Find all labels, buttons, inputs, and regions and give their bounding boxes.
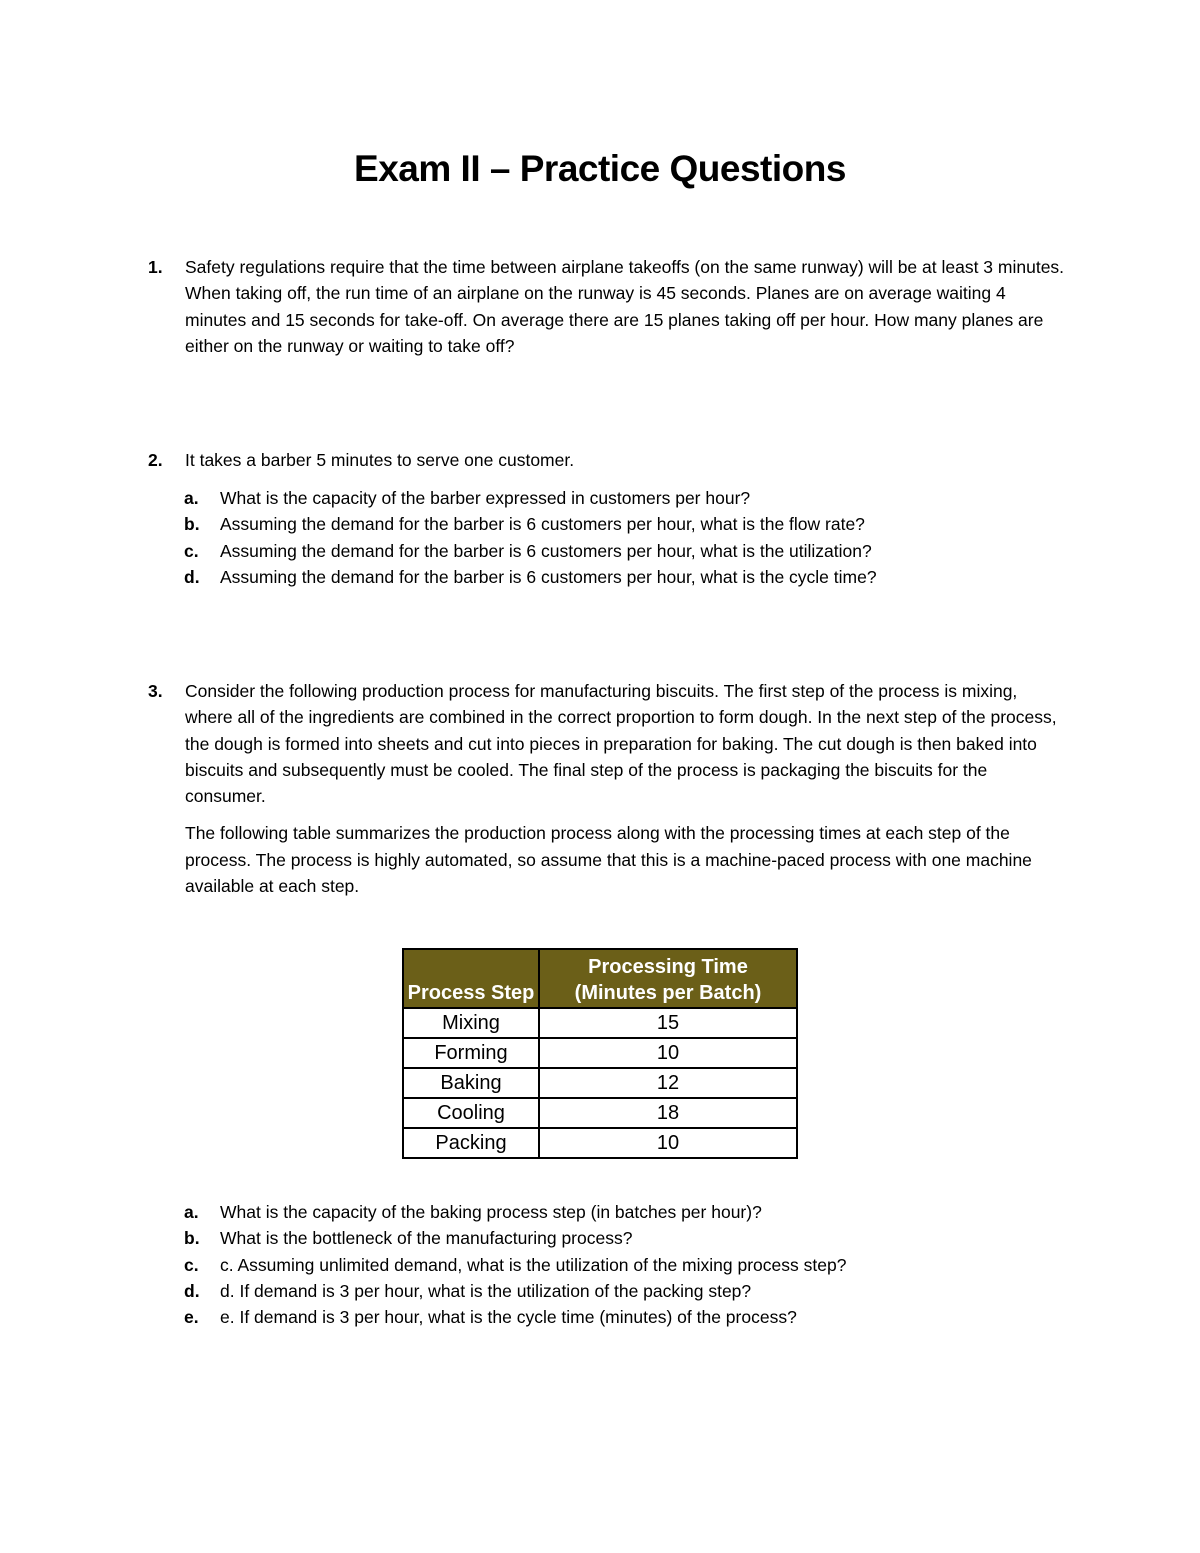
sub-letter: a.	[184, 1202, 199, 1222]
cell-step: Forming	[403, 1038, 539, 1068]
table-row	[403, 1098, 797, 1128]
sub-letter: a.	[184, 488, 199, 508]
list-item	[184, 1278, 1084, 1304]
table-row	[403, 1128, 797, 1158]
sub-text: d. If demand is 3 per hour, what is the utilization of the packing step?	[220, 1280, 752, 1301]
cell-step: Packing	[403, 1128, 539, 1158]
table-header-row	[403, 949, 797, 1008]
question-number: 2.	[148, 450, 163, 470]
sub-letter: b.	[184, 514, 200, 535]
table-row	[403, 1068, 797, 1098]
list-item	[184, 1225, 1084, 1251]
question-2-subquestions	[184, 485, 1084, 590]
cell-step: Mixing	[403, 1008, 539, 1038]
sub-letter: b.	[184, 1228, 200, 1249]
sub-letter: e.	[184, 1307, 199, 1328]
cell-time: 12	[539, 1068, 797, 1098]
sub-text: Assuming the demand for the barber is 6 customers per hour, what is the flow rate?	[220, 514, 865, 535]
sub-letter: d.	[184, 566, 200, 587]
sub-letter: c.	[184, 1254, 199, 1275]
sub-text: Assuming the demand for the barber is 6 customers per hour, what is the utilization?	[220, 540, 872, 561]
cell-time: 18	[539, 1098, 797, 1128]
sub-letter: c.	[184, 540, 199, 561]
cell-time: 15	[539, 1008, 797, 1038]
cell-time: 10	[539, 1038, 797, 1068]
list-item	[184, 511, 1084, 537]
table-row	[403, 1008, 797, 1038]
sub-text: Assuming the demand for the barber is 6 customers per hour, what is the cycle time?	[220, 566, 877, 587]
sub-letter: d.	[184, 1280, 200, 1301]
question-1	[148, 254, 1068, 359]
list-item	[184, 564, 1084, 590]
cell-step: Baking	[403, 1068, 539, 1098]
list-item	[184, 485, 1084, 511]
header-processing-time	[539, 949, 797, 1008]
table-row	[403, 1038, 797, 1068]
sub-text: What is the capacity of the baking process step (in batches per hour)?	[220, 1202, 762, 1222]
header-time-line2: (Minutes per Batch)	[574, 982, 762, 1004]
question-text: Safety regulations require that the time between airplane takeoffs (on the same runway) will be at least 3 minutes. When taking off, the run time of an airplane on the runway is 45 seconds. Planes are on average waiting 4 minutes and 15 seconds for take-off. On average there are 15 planes taking off per hour. How many planes are either on the runway or waiting to take off?	[185, 257, 1065, 356]
list-item	[184, 1199, 1084, 1225]
question-3	[148, 678, 1068, 899]
question-number: 3.	[148, 681, 163, 701]
process-table	[402, 948, 798, 1159]
header-time-line1: Processing Time	[588, 956, 748, 978]
question-text: Consider the following production process for manufacturing biscuits. The first step of the process is mixing, where all of the ingredients are combined in the correct proportion to form dough. In the next step of the process, the dough is formed into sheets and cut into pieces in preparation for baking. The cut dough is then baked into biscuits and subsequently must be cooled. The final step of the process is packaging the biscuits for the consumer.	[185, 681, 1057, 807]
cell-time: 10	[539, 1128, 797, 1158]
question-number: 1.	[148, 257, 163, 277]
list-item	[184, 1252, 1084, 1278]
sub-text: What is the capacity of the barber expressed in customers per hour?	[220, 488, 751, 508]
sub-text: e. If demand is 3 per hour, what is the cycle time (minutes) of the process?	[220, 1307, 797, 1328]
page-title: Exam II – Practice Questions	[354, 148, 846, 189]
question-3-subquestions	[184, 1199, 1084, 1330]
question-2	[148, 447, 1068, 473]
question-text: It takes a barber 5 minutes to serve one customer.	[185, 450, 575, 470]
header-process-step: Process Step	[403, 949, 539, 1008]
list-item	[184, 1304, 1084, 1330]
sub-text: c. Assuming unlimited demand, what is the utilization of the mixing process step?	[220, 1254, 847, 1275]
list-item	[184, 538, 1084, 564]
sub-text: What is the bottleneck of the manufacturing process?	[220, 1228, 633, 1249]
cell-step: Cooling	[403, 1098, 539, 1128]
question-text-continued: The following table summarizes the production process along with the processing times at each step of the process. The process is highly automated, so assume that this is a machine-paced process with one machine available at each step.	[185, 823, 1032, 897]
